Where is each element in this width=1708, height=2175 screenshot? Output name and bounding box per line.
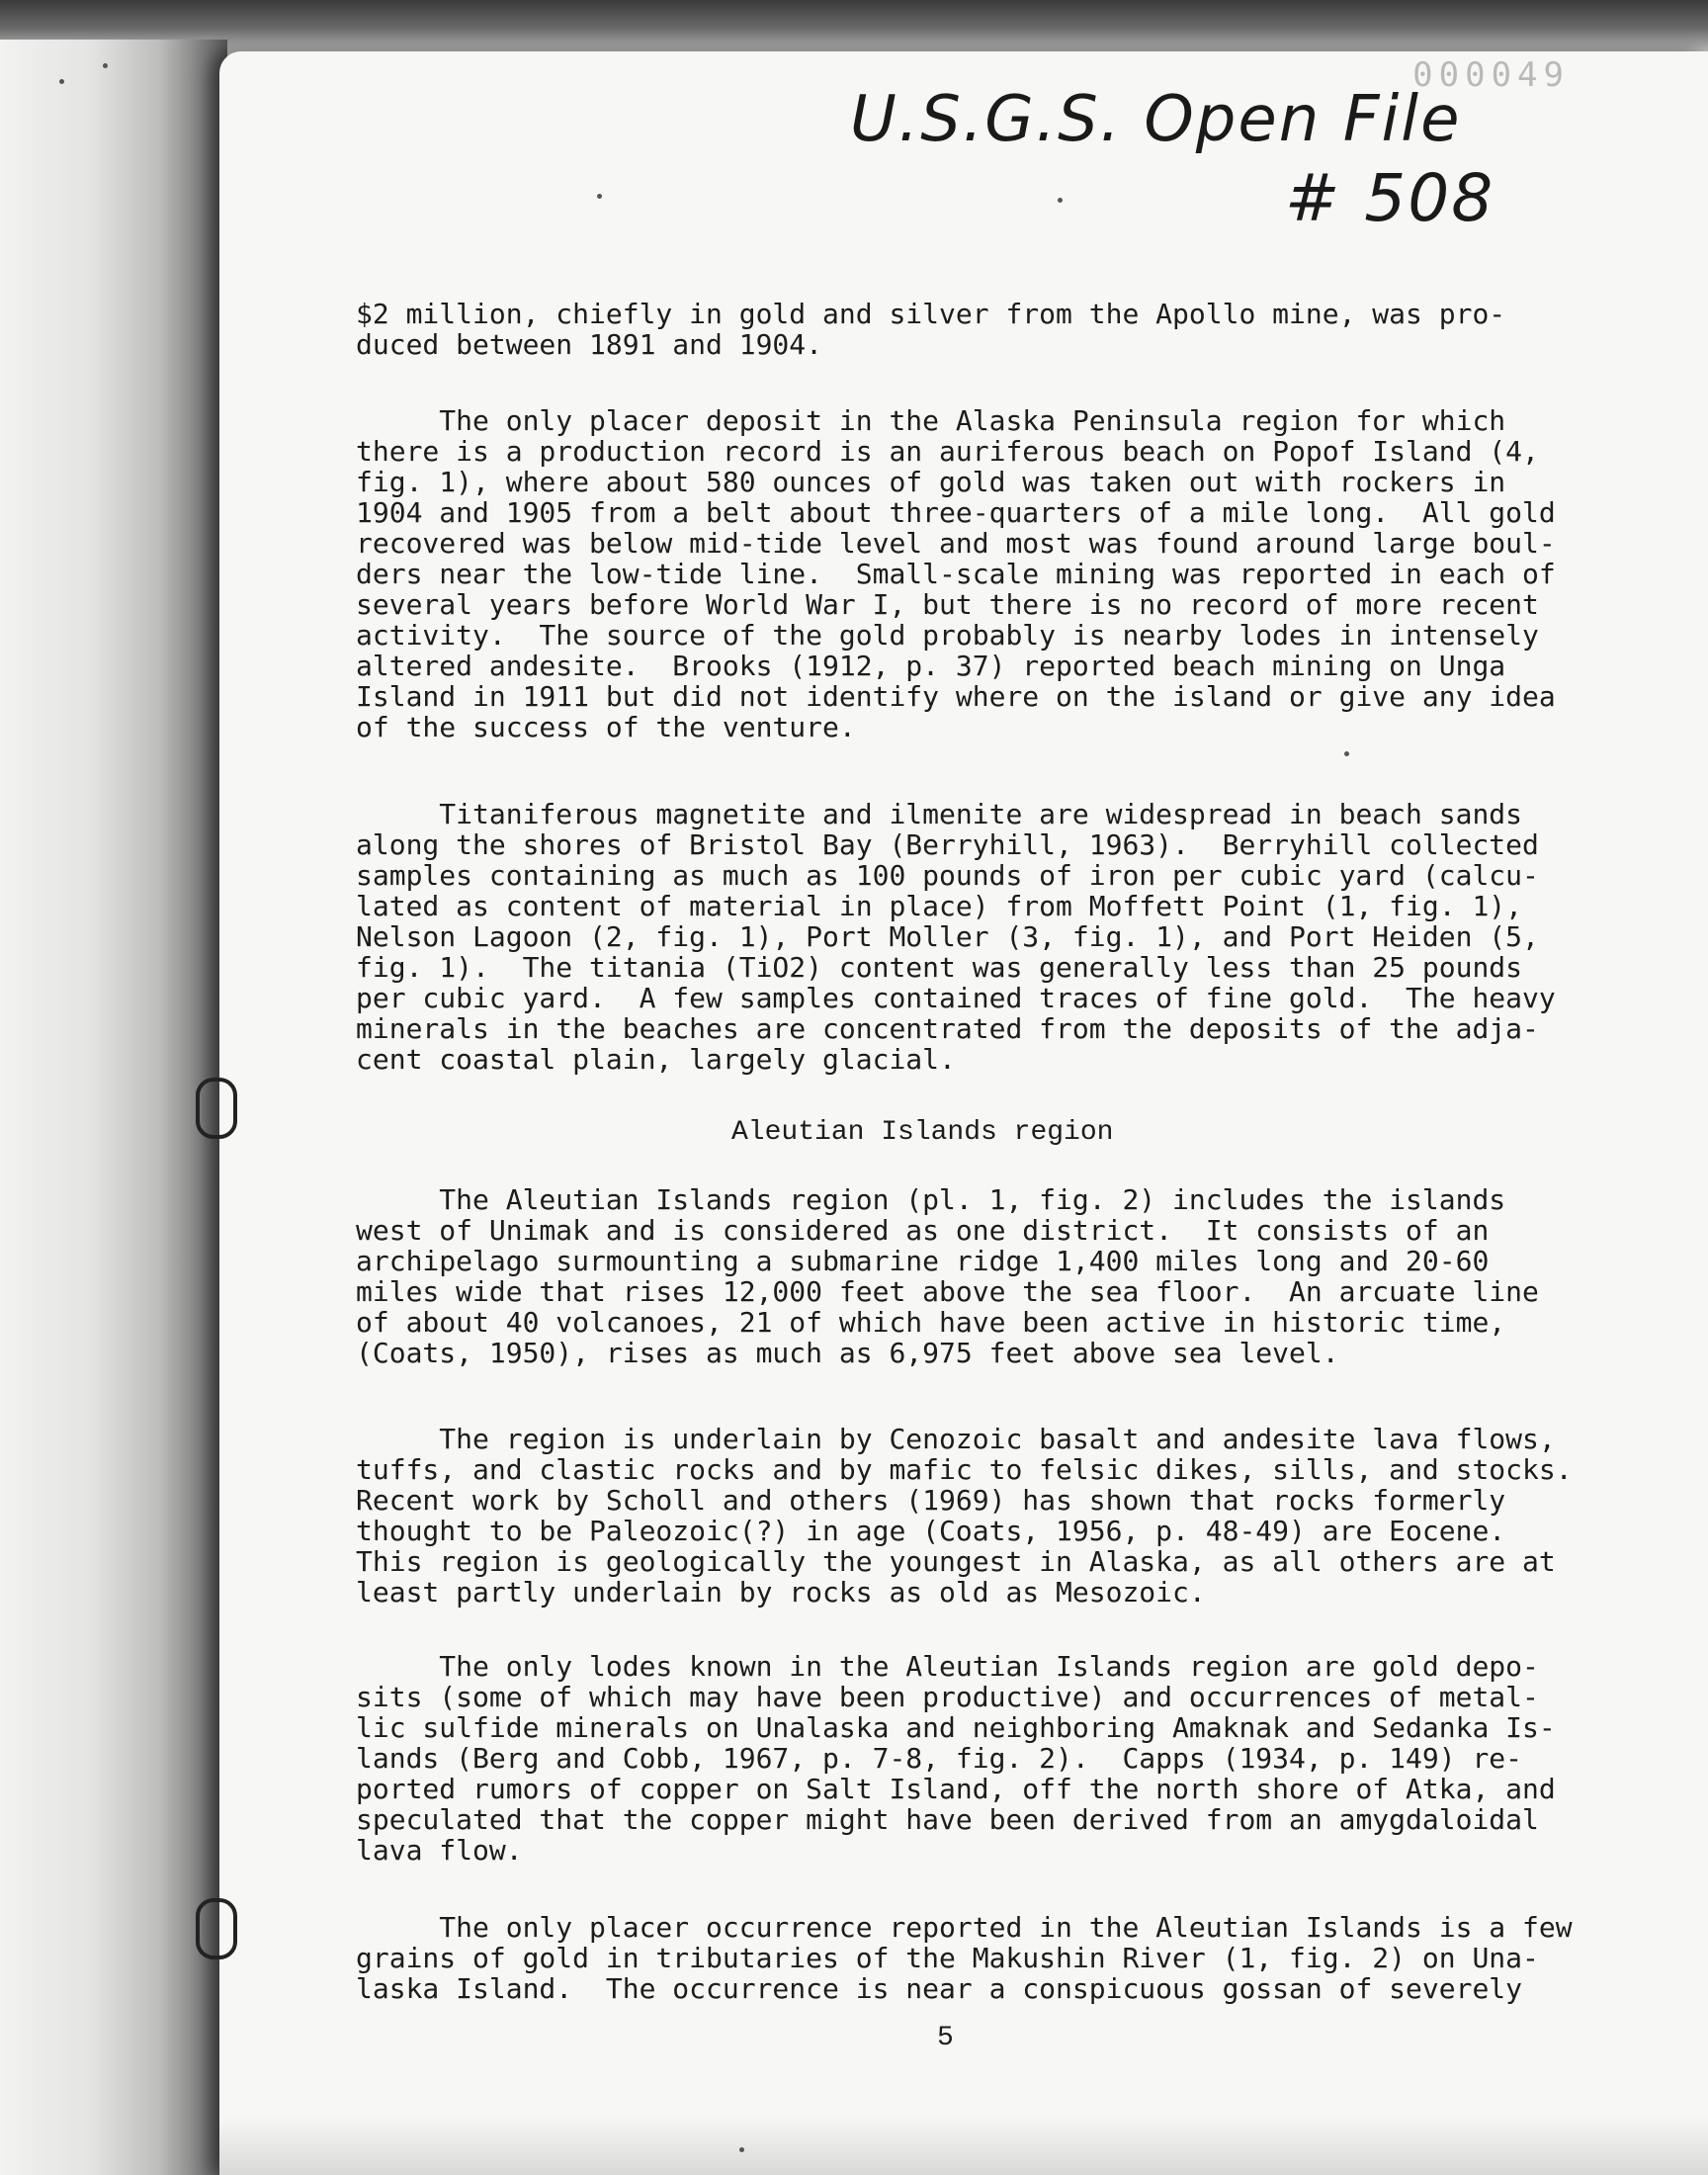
binding-ring-mark bbox=[196, 1898, 237, 1959]
scan-speck bbox=[1058, 198, 1063, 203]
handwritten-annotation-line2: # 508 bbox=[1285, 160, 1495, 236]
left-page-edge bbox=[0, 40, 227, 2175]
paragraph-6: The only lodes known in the Aleutian Islands region are gold depo- sits (some of which may have been productive) and occurrences of metal- lic sulfide minerals on Unalaska and neighboring Amaknak and Sedanka Is- lands (Berg and Cobb, 1967, p. 7-8, fig. 2). Capps (1934, p. 149) re- ported rumors of copper on Salt Island, off the north shore of Atka, and speculated that the copper might have been derived from an amygdaloidal lava flow. bbox=[356, 1650, 1556, 1867]
scan-speck bbox=[59, 79, 64, 84]
binding-ring-mark bbox=[196, 1078, 237, 1139]
page-bottom-shadow bbox=[219, 2116, 1708, 2175]
paragraph-7: The only placer occurrence reported in the Aleutian Islands is a few grains of gold in tributaries of the Makushin River (1, fig. 2) on Una- laska Island. The occurrence is near a conspicuous gossan of severely bbox=[356, 1911, 1573, 2005]
paragraph-2: The only placer deposit in the Alaska Peninsula region for which there is a production record is an auriferous beach on Popof Island (4, fig. 1), where about 580 ounces of gold was taken out with rockers in 1904 and 1905 from a belt about three-quarters of a mile long. All gold recovered was below mid-tide level and most was found around large boul- ders near the low-tide line. Small-scale mining was reported in each of several years before World War I, but there is no record of more recent activity. The source of the gold probably is nearby lodes in intensely altered andesite. Brooks (1912, p. 37) reported beach mining on Unga Island in 1911 but did not identify where on the island or give any idea of the success of the venture. bbox=[356, 404, 1556, 743]
paragraph-5: The region is underlain by Cenozoic basalt and andesite lava flows, tuffs, and clastic rocks and by mafic to felsic dikes, sills, and stocks. Recent work by Scholl and others (1969) has shown that rocks formerly thought to be Paleozoic(?) in age (Coats, 1956, p. 48-49) are Eocene. This region is geologically the youngest in Alaska, as all others are at least partly underlain by rocks as old as Mesozoic. bbox=[356, 1423, 1573, 1609]
handwritten-annotation-line1: U.S.G.S. Open File bbox=[850, 83, 1462, 156]
paragraph-4: The Aleutian Islands region (pl. 1, fig. 2) includes the islands west of Unimak and is considered as one district. It consists of an archipelago surmounting a submarine ridge 1,400 miles long and 20-60 miles wide that rises 12,000 feet above the sea floor. An arcuate line of about 40 volcanoes, 21 of which have been active in historic time, (Coats, 1950), rises as much as 6,975 feet above sea level. bbox=[356, 1183, 1539, 1369]
scan-speck bbox=[739, 2147, 744, 2152]
scan-speck bbox=[103, 63, 108, 68]
section-heading: Aleutian Islands region bbox=[731, 1117, 1114, 1148]
paragraph-3: Titaniferous magnetite and ilmenite are widespread in beach sands along the shores of Bristol Bay (Berryhill, 1963). Berryhill collected samples containing as much as 100 pounds of iron per cubic yard (calcu- lated as content of material in place) from Moffett Point (1, fig. 1), Nelson Lagoon (2, fig. 1), Port Moller (3, fig. 1), and Port Heiden (5, fig. 1). The titania (TiO2) content was generally less than 25 pounds per cubic yard. A few samples contained traces of fine gold. The heavy minerals in the beaches are concentrated from the deposits of the adja- cent coastal plain, largely glacial. bbox=[356, 798, 1556, 1076]
stamped-page-number: 000049 bbox=[1412, 55, 1570, 95]
scan-speck bbox=[1344, 751, 1349, 756]
page-number: 5 bbox=[937, 2023, 954, 2053]
scan-speck bbox=[597, 194, 602, 199]
paragraph-1: $2 million, chiefly in gold and silver from the Apollo mine, was pro- duced between 1891 and 1904. bbox=[356, 298, 1506, 361]
